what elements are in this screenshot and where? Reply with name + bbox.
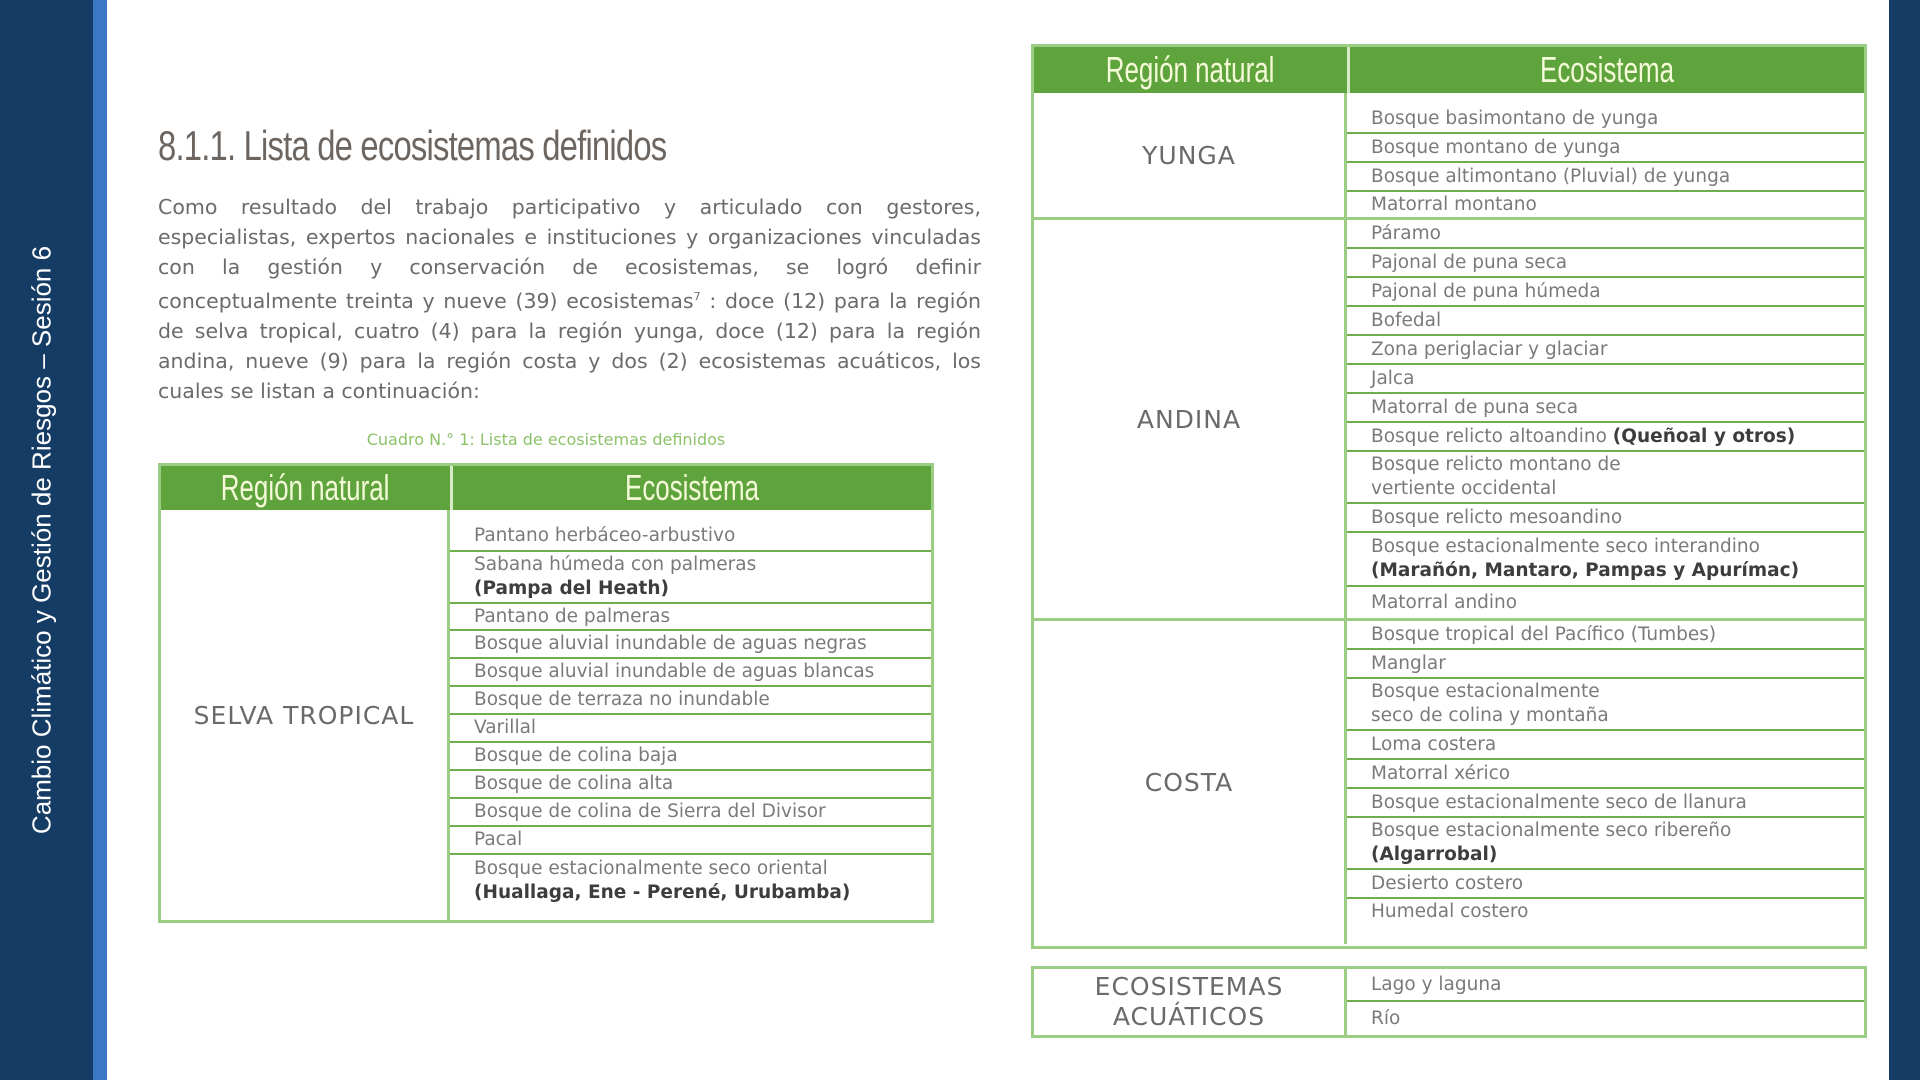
ecosystem-name: Bosque altimontano (Pluvial) de yunga: [1371, 165, 1731, 187]
ecosystem-name: Bosque basimontano de yunga: [1371, 108, 1659, 129]
ecosystem-item: [1347, 870, 1864, 899]
ecosystem-name: Jalca: [1371, 367, 1415, 389]
ecosystem-qualifier: (Queñoal y otros): [1612, 425, 1796, 447]
ecosystem-item: [1347, 969, 1864, 1002]
ecosystem-item: [1347, 679, 1864, 731]
ecosystem-name-line2: seco de colina y montaña: [1371, 705, 1609, 726]
ecosystem-name: Bosque estacionalmente seco interandino: [1371, 536, 1760, 557]
region-group-yunga: [1034, 93, 1864, 217]
ecosystem-item: [1347, 1002, 1864, 1035]
ecosystem-item: [450, 827, 931, 855]
table-caption: Cuadro N.° 1: Lista de ecosistemas definidos: [366, 430, 726, 449]
header-label-region: Región natural: [221, 467, 390, 508]
ecosystem-item: [1347, 278, 1864, 307]
paragraph-text-part2: : doce (12) para la región de selva tropical, cuatro (4) para la región yunga, doce (12) para la región andina, nueve (9) para la región costa y dos (2) ecosistemas acuáticos, los cuales se listan a continuación:: [158, 288, 981, 403]
ecosystem-list-selva: [450, 510, 931, 920]
ecosystem-table-aquatic: [1031, 966, 1867, 1038]
ecosystem-item: [450, 631, 931, 659]
ecosystem-name: Bosque estacionalmente seco oriental: [474, 858, 828, 879]
ecosystem-name: Bosque relicto montano de: [1371, 454, 1621, 475]
region-group-selva: [161, 510, 931, 920]
ecosystem-name: Pantano herbáceo-arbustivo: [474, 525, 736, 546]
ecosystem-item: [1347, 533, 1864, 587]
ecosystem-item: [450, 799, 931, 827]
ecosystem-item: [1347, 587, 1864, 618]
region-group-costa: [1034, 618, 1864, 944]
intro-paragraph: [158, 192, 981, 406]
header-cell-region: [1034, 47, 1347, 93]
ecosystem-name: Bosque montano de yunga: [1371, 136, 1621, 158]
footnote-reference: 7: [693, 290, 701, 303]
ecosystem-qualifier: (Marañón, Mantaro, Pampas y Apurímac): [1371, 560, 1800, 581]
ecosystem-name: Pantano de palmeras: [474, 605, 671, 627]
ecosystem-item: [1347, 134, 1864, 163]
ecosystem-name-line2: vertiente occidental: [1371, 478, 1557, 499]
ecosystem-item: [1347, 899, 1864, 944]
ecosystem-name: Bosque estacionalmente: [1371, 681, 1600, 702]
ecosystem-item: [1347, 650, 1864, 679]
ecosystem-name: Lago y laguna: [1371, 973, 1502, 995]
ecosystem-item: [1347, 192, 1864, 217]
region-group-aquatic: [1034, 969, 1864, 1035]
ecosystem-name-main: Bosque relicto altoandino: [1371, 425, 1613, 447]
ecosystem-item: [450, 552, 931, 604]
ecosystem-item: [1347, 504, 1864, 533]
region-group-andina: [1034, 217, 1864, 618]
ecosystem-name: Bosque aluvial inundable de aguas blancas: [474, 661, 875, 682]
ecosystem-name: Pacal: [474, 829, 523, 850]
ecosystem-item: [1347, 394, 1864, 423]
region-label-line1: ECOSISTEMAS: [1094, 972, 1284, 1001]
ecosystem-name: Bosque de colina alta: [474, 773, 674, 794]
ecosystem-item: [450, 604, 931, 631]
ecosystem-name: Varillal: [474, 717, 537, 738]
ecosystem-name: Matorral montano: [1371, 193, 1537, 215]
ecosystem-name: Desierto costero: [1371, 872, 1524, 894]
ecosystem-item: [450, 743, 931, 771]
header-label-ecosystem: Ecosistema: [1540, 49, 1674, 90]
ecosystem-item: [1347, 365, 1864, 394]
ecosystem-item: [1347, 818, 1864, 870]
ecosystem-name: Bosque de terraza no inundable: [474, 689, 770, 710]
region-cell-yunga: YUNGA: [1034, 93, 1347, 217]
ecosystem-item: [450, 715, 931, 743]
ecosystem-item: [1347, 163, 1864, 192]
ecosystem-name: Humedal costero: [1371, 901, 1529, 922]
ecosystem-name: [1371, 425, 1864, 449]
ecosystem-name: Bofedal: [1371, 309, 1442, 331]
ecosystem-table-regions: [1031, 44, 1867, 949]
ecosystem-item: [450, 659, 931, 687]
header-cell-region: [161, 466, 450, 510]
ecosystem-name: Bosque aluvial inundable de aguas negras: [474, 633, 867, 654]
ecosystem-list-costa: [1347, 621, 1864, 944]
section-heading: 8.1.1. Lista de ecosistemas definidos: [158, 122, 667, 169]
ecosystem-item: [450, 855, 931, 920]
ecosystem-name: Sabana húmeda con palmeras: [474, 554, 757, 575]
ecosystem-name: Bosque relicto mesoandino: [1371, 506, 1623, 528]
ecosystem-item: [1347, 789, 1864, 818]
ecosystem-qualifier: (Huallaga, Ene - Perené, Urubamba): [474, 882, 851, 903]
ecosystem-name: Bosque de colina baja: [474, 745, 678, 766]
table-header-row: [1034, 47, 1864, 93]
ecosystem-name: Pajonal de puna seca: [1371, 251, 1568, 273]
ecosystem-name: Bosque tropical del Pacífico (Tumbes): [1371, 623, 1717, 645]
ecosystem-list-andina: [1347, 220, 1864, 618]
region-cell-andina: ANDINA: [1034, 220, 1347, 618]
ecosystem-list-yunga: [1347, 93, 1864, 217]
ecosystem-item: [1347, 621, 1864, 650]
header-label-region: Región natural: [1106, 49, 1275, 90]
ecosystem-item: [1347, 93, 1864, 134]
ecosystem-item: [1347, 731, 1864, 760]
ecosystem-name: Bosque de colina de Sierra del Divisor: [474, 801, 826, 822]
ecosystem-name: Manglar: [1371, 652, 1446, 674]
ecosystem-name: Páramo: [1371, 222, 1441, 244]
ecosystem-name: Matorral xérico: [1371, 762, 1511, 784]
region-cell-aquatic: [1034, 969, 1347, 1035]
ecosystem-item: [1347, 249, 1864, 278]
header-label-ecosystem: Ecosistema: [625, 467, 759, 508]
ecosystem-name: Zona periglaciar y glaciar: [1371, 338, 1608, 360]
ecosystem-name: Pajonal de puna húmeda: [1371, 280, 1601, 302]
header-cell-ecosystem: [1347, 47, 1864, 93]
ecosystem-list-aquatic: [1347, 969, 1864, 1035]
ecosystem-name: Loma costera: [1371, 733, 1497, 755]
ecosystem-name: Matorral de puna seca: [1371, 396, 1579, 418]
ecosystem-name: Bosque estacionalmente seco ribereño: [1371, 820, 1732, 841]
ecosystem-table-selva: [158, 463, 934, 923]
ecosystem-name: Río: [1371, 1007, 1401, 1029]
paragraph-text-part1: Como resultado del trabajo participativo y articulado con gestores, especialistas, expertos nacionales e instituciones y organizaciones vinculadas con la gestión y conservación de ecosistemas, se logró definir conceptualmente treinta y nueve (39) ecosistemas: [158, 195, 981, 313]
region-label-line2: ACUÁTICOS: [1112, 1002, 1266, 1031]
ecosystem-item: [1347, 760, 1864, 789]
ecosystem-item: [450, 510, 931, 552]
table-header-row: [161, 466, 931, 510]
ecosystem-item: [450, 771, 931, 799]
ecosystem-name: Matorral andino: [1371, 591, 1518, 613]
ecosystem-qualifier: (Pampa del Heath): [474, 578, 669, 599]
header-cell-ecosystem: [450, 466, 931, 510]
region-cell-selva: SELVA TROPICAL: [161, 510, 450, 920]
ecosystem-item: [1347, 452, 1864, 504]
ecosystem-qualifier: (Algarrobal): [1371, 844, 1498, 865]
ecosystem-item: [1347, 336, 1864, 365]
ecosystem-item: [1347, 423, 1864, 452]
ecosystem-item: [450, 687, 931, 715]
ecosystem-item: [1347, 307, 1864, 336]
sidebar-accent-stripe: [93, 0, 107, 1080]
ecosystem-name: Bosque estacionalmente seco de llanura: [1371, 791, 1747, 813]
region-cell-costa: COSTA: [1034, 621, 1347, 944]
ecosystem-item: [1347, 220, 1864, 249]
right-edge-panel: [1889, 0, 1920, 1080]
sidebar-session-title: Cambio Climático y Gestión de Riesgos – Sesión 6: [26, 245, 57, 835]
